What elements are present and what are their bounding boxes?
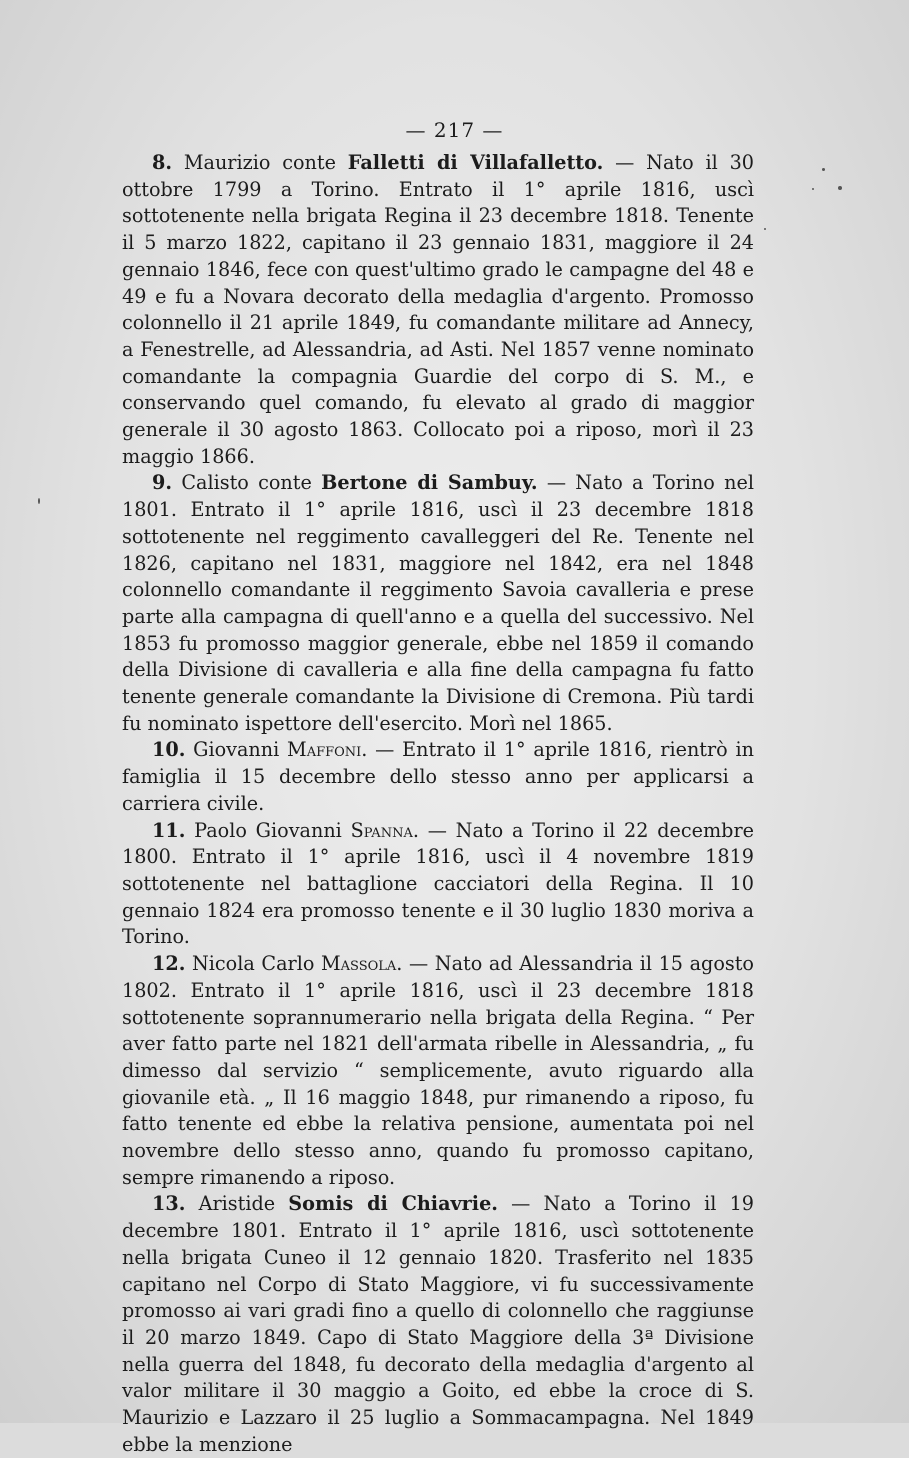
entry-name: Somis di Chiavrie. bbox=[288, 1192, 498, 1216]
entry-10 bbox=[122, 737, 754, 817]
scan-speck bbox=[812, 188, 814, 190]
entry-number: 9. bbox=[152, 471, 173, 495]
entry-number: 11. bbox=[152, 818, 186, 842]
entry-body: — Entrato il 1° aprile 1816, rientrò in famiglia il 15 decembre dello stesso anno per applicarsi a carriera civile. bbox=[122, 738, 754, 815]
entry-12 bbox=[122, 951, 754, 1191]
entry-number: 13. bbox=[152, 1192, 186, 1216]
entry-number: 8. bbox=[152, 151, 173, 174]
entry-name: Bertone di Sambuy. bbox=[321, 471, 538, 495]
entry-name: Falletti di Villafalletto. bbox=[347, 151, 604, 174]
scan-speck bbox=[764, 228, 766, 230]
entry-11 bbox=[122, 818, 754, 952]
entry-name-prefix: Nicola Carlo bbox=[192, 952, 315, 976]
scan-speck bbox=[822, 168, 825, 171]
entry-name: Massola. bbox=[321, 952, 403, 976]
text-block bbox=[122, 150, 754, 1458]
entry-name-prefix: Maurizio conte bbox=[183, 151, 336, 174]
scan-speck bbox=[38, 498, 40, 504]
entry-name-prefix: Paolo Giovanni bbox=[194, 818, 342, 842]
entry-number: 10. bbox=[152, 738, 186, 762]
scan-speck bbox=[838, 186, 842, 190]
entry-body: — Nato ad Alessandria il 15 agosto 1802. Entrato il 1° aprile 1816, uscì il 23 decembre 1818 sottotenente soprannumerario nella brigata della Regina. “ Per aver fatto parte nel 1821 dell'armata ribelle in Alessandria, „ fu dimesso dal servizio “ semplicemente, avuto riguardo alla giovanile età. „ Il 16 maggio 1848, pur rimanendo a riposo, fu fatto tenente ed ebbe la relativa pensione, aumentata poi nel novembre dello stesso anno, quando fu promosso capitano, sempre rimanendo a riposo. bbox=[122, 952, 754, 1189]
entry-name-prefix: Aristide bbox=[198, 1192, 276, 1216]
entry-name: Spanna. bbox=[350, 818, 419, 842]
entry-name-prefix: Calisto conte bbox=[181, 471, 312, 495]
entry-8 bbox=[122, 150, 754, 470]
entry-body: — Nato il 30 ottobre 1799 a Torino. Entrato il 1° aprile 1816, uscì sottotenente nella brigata Regina il 23 decembre 1818. Tenente il 5 marzo 1822, capitano il 23 gennaio 1831, maggiore il 24 gennaio 1846, fece con quest'ultimo grado le campagne del 48 e 49 e fu a Novara decorato della medaglia d'argento. Promosso colonnello il 21 aprile 1849, fu comandante militare ad Annecy, a Fenestrelle, ad Alessandria, ad Asti. Nel 1857 venne nominato comandante la compagnia Guardie del corpo di S. M., e conservando quel comando, fu elevato al grado di maggior generale il 30 agosto 1863. Collocato poi a riposo, morì il 23 maggio 1866. bbox=[122, 151, 754, 468]
entry-body: — Nato a Torino il 22 decembre 1800. Entrato il 1° aprile 1816, uscì il 4 novembre 1819 sottotenente nel battaglione cacciatori della Regina. Il 10 gennaio 1824 era promosso tenente e il 30 luglio 1830 moriva a Torino. bbox=[122, 818, 754, 949]
entry-number: 12. bbox=[152, 952, 186, 976]
page-number: — 217 — bbox=[405, 118, 504, 142]
entry-body: — Nato a Torino il 19 decembre 1801. Entrato il 1° aprile 1816, uscì sottotenente nella brigata Cuneo il 12 gennaio 1820. Trasferito nel 1835 capitano nel Corpo di Stato Maggiore, vi fu successivamente promosso ai vari gradi fino a quello di colonnello che raggiunse il 20 marzo 1849. Capo di Stato Maggiore della 3ª Divisione nella guerra del 1848, fu decorato della medaglia d'argento al valor militare il 30 maggio a Goito, ed ebbe la croce di S. Maurizio e Lazzaro il 25 luglio a Sommacampagna. Nel 1849 ebbe la menzione bbox=[122, 1192, 754, 1456]
entry-name-prefix: Giovanni bbox=[193, 738, 280, 762]
entry-9 bbox=[122, 470, 754, 737]
entry-body: — Nato a Torino nel 1801. Entrato il 1° aprile 1816, uscì il 23 decembre 1818 sottotenente nel reggimento cavalleggeri del Re. Tenente nel 1826, capitano nel 1831, maggiore nel 1842, era nel 1848 colonnello comandante il reggimento Savoia cavalleria e prese parte alla campagna di quell'anno e a quella del successivo. Nel 1853 fu promosso maggior generale, ebbe nel 1859 il comando della Divisione di cavalleria e alla fine della campagna fu fatto tenente generale comandante la Divisione di Cremona. Più tardi fu nominato ispettore dell'esercito. Morì nel 1865. bbox=[122, 471, 754, 735]
entry-13 bbox=[122, 1191, 754, 1458]
entry-name: Maffoni. bbox=[287, 738, 368, 762]
